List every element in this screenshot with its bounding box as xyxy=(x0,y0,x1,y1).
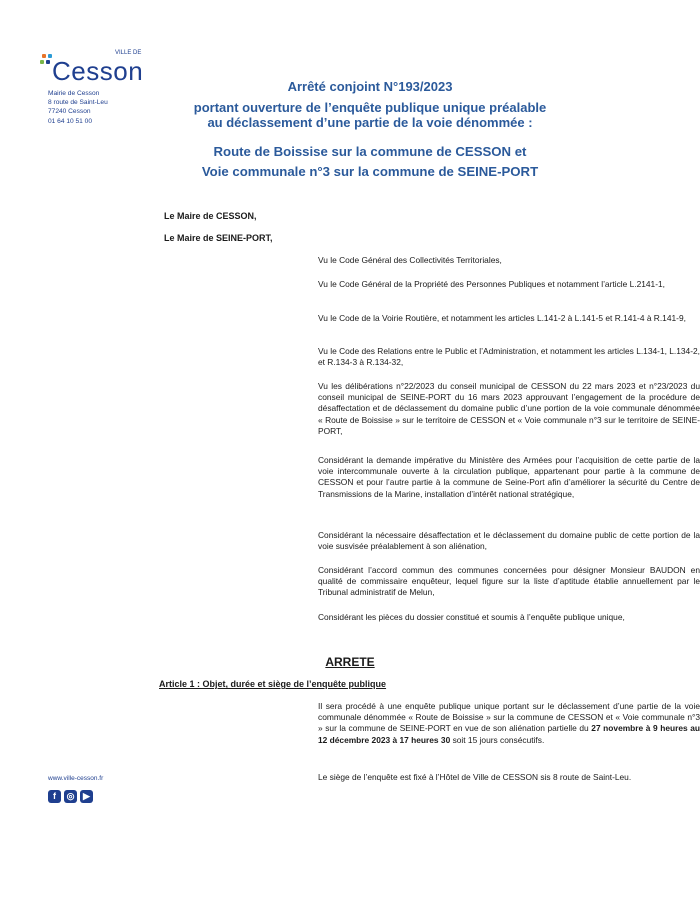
vu-paragraph: Vu le Code Général des Collectivités Territoriales, xyxy=(318,255,502,265)
article1-text: Il sera procédé à une enquête publique unique portant sur le déclassement d’une partie de la voie communale dénommée « Route de Boissise » sur la commune de CESSON et « Voie communale n°3 » sur la commune de SEINE-PORT en vue de son aliénation partielle du xyxy=(318,701,700,734)
article1-title: Article 1 : Objet, durée et siège de l’enquête publique xyxy=(159,679,387,689)
youtube-icon[interactable]: ▶ xyxy=(80,790,93,803)
arrete-heading: ARRETE xyxy=(325,655,375,669)
address-line: 8 route de Saint-Leu xyxy=(48,99,108,107)
article1-tail: soit 15 jours consécutifs. xyxy=(452,734,545,745)
address-line: 77240 Cesson xyxy=(48,108,91,116)
document-subtitle xyxy=(160,100,580,130)
vu-paragraph: Vu les délibérations n°22/2023 du conseil municipal de CESSON du 22 mars 2023 et n°23/2023 du conseil municipal de SEINE-PORT du 16 mars 2023 approuvant l’engagement de la procédure de désaffectation et de déclassement du domaine public d’une portion de la voie communale dénommée « Route de Boissise » sur le territoire de CESSON et « Voie communale n°3 sur le territoire de SEINE-PORT, xyxy=(318,381,700,436)
vu-paragraph: Vu le Code de la Voirie Routière, et notamment les articles L.141-2 à L.141-5 et R.141-4 à R.141-9, xyxy=(318,313,686,323)
maire-seine-port: Le Maire de SEINE-PORT, xyxy=(164,233,273,243)
subtitle-line: au déclassement d’une partie de la voie dénommée : xyxy=(207,115,533,130)
route-line: Route de Boissise sur la commune de CESSON et xyxy=(213,144,527,159)
article1-paragraph xyxy=(318,701,700,746)
considerant-paragraph: Considérant les pièces du dossier constitué et soumis à l’enquête publique unique, xyxy=(318,612,625,622)
maire-cesson: Le Maire de CESSON, xyxy=(164,211,257,221)
website-link[interactable]: www.ville-cesson.fr xyxy=(48,775,104,782)
address-line: Mairie de Cesson xyxy=(48,90,100,97)
route-heading xyxy=(160,142,580,182)
instagram-icon[interactable]: ◎ xyxy=(64,790,77,803)
vu-paragraph: Vu le Code Général de la Propriété des Personnes Publiques et notamment l’article L.2141-1, xyxy=(318,279,665,289)
vu-paragraph: Vu le Code des Relations entre le Public et l’Administration, et notamment les articles L.134-1, L.134-2, et R.134-3 à R.134-32, xyxy=(318,346,700,368)
considerant-paragraph: Considérant la demande impérative du Ministère des Armées pour l’acquisition de cette partie de la voie intercommunale ouverte à la circulation publique, appartenant pour partie à la commune de CESSON et pour l’autre partie à la commune de Seine-Port afin d’améliorer la sécurité du Centre de Transmissions de la Marine, installation d’intérêt national stratégique, xyxy=(318,455,700,499)
logo-ville-label: VILLE DE xyxy=(115,50,142,56)
facebook-icon[interactable]: f xyxy=(48,790,61,803)
article1-seat-paragraph: Le siège de l’enquête est fixé à l’Hôtel de Ville de CESSON sis 8 route de Saint-Leu. xyxy=(318,772,632,782)
social-icons xyxy=(48,790,93,803)
subtitle-line: portant ouverture de l’enquête publique unique préalable xyxy=(193,100,547,115)
mairie-address xyxy=(48,89,108,126)
route-line: Voie communale n°3 sur la commune de SEINE-PORT xyxy=(201,164,539,179)
cesson-logo xyxy=(40,50,150,86)
considerant-paragraph: Considérant la nécessaire désaffectation et le déclassement du domaine public de cette portion de la voie susvisée préalablement à son aliénation, xyxy=(318,530,700,552)
considerant-paragraph: Considérant l’accord commun des communes concernées pour désigner Monsieur BAUDON en qualité de commissaire enquêteur, lequel figure sur la liste d’aptitude établie annuellement par le Tribunal administratif de Melun, xyxy=(318,565,700,598)
logo-wordmark: Cesson xyxy=(52,56,144,86)
article1-dates: 27 novembre à 9 heures au 12 décembre 2023 à 17 heures 30 xyxy=(318,723,700,745)
address-line: 01 64 10 51 00 xyxy=(48,117,92,125)
document-title: Arrêté conjoint N°193/2023 xyxy=(287,79,453,94)
